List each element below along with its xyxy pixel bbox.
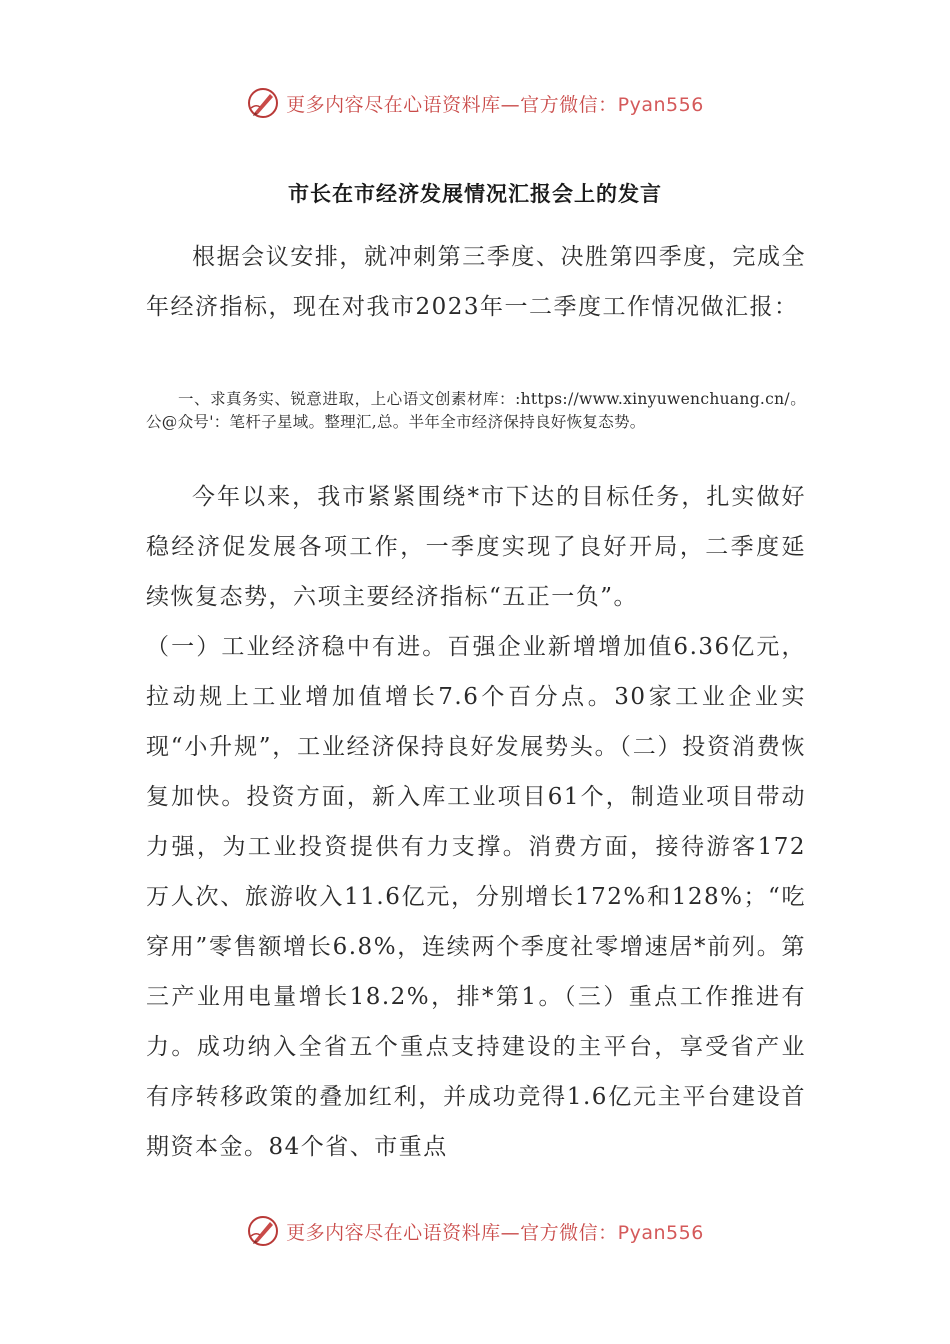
paragraph-block-3: [146, 472, 806, 622]
pen-logo-icon: [246, 86, 280, 120]
wechat-handle: Pyan556: [617, 1221, 704, 1244]
banner-text: 更多内容尽在心语资料库—官方微信：Pyan556: [286, 1221, 704, 1244]
paragraph: 今年以来，我市紧紧围绕*市下达的目标任务，扎实做好稳经济促发展各项工作，一季度实现了良好开局，二季度延续恢复态势，六项主要经济指标“五正一负”。: [146, 484, 806, 610]
wechat-handle: Pyan556: [617, 93, 704, 116]
header-banner: [0, 78, 950, 128]
section-heading-paragraph: 一、求真务实、锐意进取，上心语文创素材库：:https://www.xinyuwenchuang.cn/。公@众号'：笔杆子星域。整理汇,总。半年全市经济保持良好恢复态势。: [146, 390, 806, 431]
pen-logo-icon: [246, 1214, 280, 1248]
paragraph-block-4: [146, 622, 806, 1172]
page-title: 市长在市经济发展情况汇报会上的发言: [288, 182, 662, 206]
paragraph: （一）工业经济稳中有进。百强企业新增增加值6.36亿元，拉动规上工业增加值增长7.6个百分点。30家工业企业实现“小升规”，工业经济保持良好发展势头。（二）投资消费恢复加快。投资方面，新入库工业项目61个，制造业项目带动力强，为工业投资提供有力支撑。消费方面，接待游客172万人次、旅游收入11.6亿元，分别增长172%和128%；“吃穿用”零售额增长6.8%，连续两个季度社零增速居*前列。第三产业用电量增长18.2%，排*第1。（三）重点工作推进有力。成功纳入全省五个重点支持建设的主平台，享受省产业有序转移政策的叠加红利，并成功竞得1.6亿元主平台建设首期资本金。84个省、市重点: [146, 634, 806, 1160]
footer-banner: [0, 1206, 950, 1256]
banner-text: 更多内容尽在心语资料库—官方微信：Pyan556: [286, 93, 704, 116]
paragraph-block-1: [146, 232, 806, 332]
paragraph-block-2: [146, 388, 806, 434]
paragraph: 根据会议安排，就冲刺第三季度、决胜第四季度，完成全年经济指标，现在对我市2023年一二季度工作情况做汇报：: [146, 244, 806, 320]
